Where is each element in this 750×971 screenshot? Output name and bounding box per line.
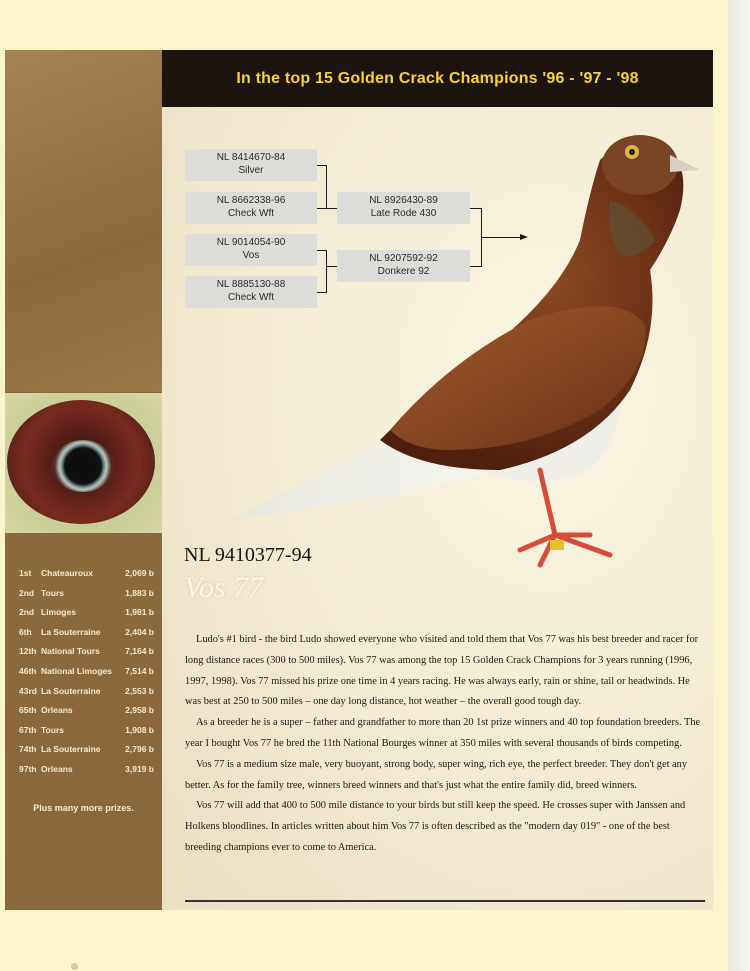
- result-race: Chateauroux: [41, 568, 93, 578]
- result-birds: 2,958 b: [125, 705, 154, 716]
- paragraph: Vos 77 is a medium size male, very buoyant, strong body, super wing, rich eye, the perfect breeder. They don't get any better. As for the family tree, winners breed winners and that's just what the entire family did, breed winners.: [185, 758, 688, 791]
- result-birds: 2,553 b: [125, 685, 154, 696]
- result-race: National Limoges: [41, 665, 112, 676]
- eye-pupil: [52, 440, 114, 492]
- pedigree-ring: NL 8926430-89: [369, 195, 438, 206]
- pedigree-grandparent-1: [185, 149, 317, 181]
- result-birds: 1,908 b: [125, 724, 154, 735]
- result-race: La Souterraine: [41, 744, 101, 755]
- pedigree-grandparent-3: [185, 234, 317, 266]
- paragraph: Ludo's #1 bird - the bird Ludo showed everyone who visited and told them that Vos 77 was his best breeder and racer for long distance races (300 to 500 miles). Vos 77 was among the top 15 Golden Crack Champions for 3 years running (1996, 1997, 1998). Vos 77 missed his prize one time in 4 years racing. He was always early, rain or shine, tail or headwinds. He was best at 250 to 500 miles – one day long distance, hot weather – the overall good tough day.: [185, 634, 699, 708]
- pedigree-name: Donkere 92: [377, 266, 430, 277]
- result-place: 1st: [19, 568, 32, 578]
- pigeon-beak: [670, 155, 700, 172]
- bird-name: Vos 77: [184, 571, 264, 604]
- arrow-right-icon: [520, 234, 528, 240]
- result-row: [19, 568, 154, 588]
- result-row: [19, 705, 154, 725]
- result-row: [19, 666, 154, 686]
- bottom-rule: [185, 900, 705, 902]
- result-birds: 7,514 b: [125, 665, 154, 676]
- pedigree-connector: [326, 266, 337, 267]
- result-place: 46th: [19, 665, 37, 676]
- banner-title: In the top 15 Golden Crack Champions '96 - '97 - '98: [236, 69, 639, 87]
- result-place: 2nd: [19, 587, 35, 598]
- result-race: Orleans: [41, 763, 73, 774]
- paper-edge: [728, 0, 750, 971]
- pedigree-grandparent-2: [185, 192, 317, 224]
- pedigree-connector: [326, 250, 327, 293]
- pedigree-name: Check Wft: [227, 292, 275, 303]
- result-place: 74th: [19, 744, 37, 755]
- result-race: La Souterraine: [41, 626, 101, 637]
- paragraph: Vos 77 will add that 400 to 500 mile distance to your birds but still keep the speed. He crosses super with Janssen and Holkens bloodlines. In articles written about him Vos 77 is often described as the "modern day 019" - one of the best breeding champions ever to come to America.: [185, 800, 686, 853]
- result-birds: 2,796 b: [125, 744, 154, 755]
- result-race: La Souterraine: [41, 685, 101, 696]
- result-place: 6th: [19, 626, 32, 637]
- title-banner: [162, 50, 713, 107]
- pigeon-eye-pupil: [629, 149, 635, 155]
- pedigree-connector: [326, 208, 337, 209]
- result-race: Orleans: [41, 705, 73, 716]
- pedigree-ring: NL 9014054-90: [216, 237, 286, 248]
- pedigree-name: Silver: [238, 165, 264, 176]
- result-race: National Tours: [41, 646, 100, 657]
- results-list: [19, 568, 154, 784]
- pedigree-connector: [326, 165, 327, 209]
- result-birds: 1,981 b: [125, 607, 154, 618]
- result-place: 67th: [19, 724, 37, 735]
- pigeon-head: [602, 135, 678, 195]
- feather-texture: [5, 50, 162, 392]
- pedigree-name: Check Wft: [227, 208, 275, 219]
- pedigree-sire: [337, 192, 470, 224]
- result-race: Limoges: [41, 607, 76, 618]
- pedigree-name: Vos: [242, 250, 260, 261]
- result-race: Tours: [41, 724, 64, 735]
- pedigree-dam: [337, 250, 470, 282]
- eye-iris: [7, 400, 155, 524]
- pedigree-name: Late Rode 430: [370, 208, 437, 219]
- paper-spot: [71, 963, 78, 970]
- result-place: 12th: [19, 646, 37, 657]
- pigeon-photo: [200, 110, 720, 590]
- result-row: [19, 744, 154, 764]
- bird-ring-number: NL 9410377-94: [184, 544, 312, 566]
- result-row: [19, 588, 154, 608]
- result-row: [19, 627, 154, 647]
- pedigree-ring: NL 8662338-96: [216, 195, 286, 206]
- result-place: 2nd: [19, 607, 35, 618]
- result-race: Tours: [41, 587, 64, 598]
- paragraph: As a breeder he is a super – father and grandfather to more than 20 1st prize winners and 40 top foundation breeders. The year I bought Vos 77 he bred the 11th National Bourges winner at 350 miles with several thousands of birds competing.: [185, 717, 701, 749]
- result-place: 65th: [19, 705, 37, 716]
- more-prizes-note: Plus many more prizes.: [33, 803, 134, 813]
- sidebar: [5, 50, 162, 910]
- pedigree-arrow-shaft: [481, 237, 521, 238]
- result-birds: 1,883 b: [125, 587, 154, 598]
- result-birds: 2,404 b: [125, 626, 154, 637]
- eye-photo: [5, 393, 162, 533]
- pigeon-legs: [520, 470, 610, 565]
- result-row: [19, 686, 154, 706]
- result-birds: 2,069 b: [125, 568, 154, 578]
- result-place: 43rd: [19, 685, 37, 696]
- leg-ring: [550, 540, 564, 550]
- result-birds: 7,164 b: [125, 646, 154, 657]
- result-row: [19, 725, 154, 745]
- result-row: [19, 646, 154, 666]
- result-birds: 3,919 b: [125, 763, 154, 774]
- pedigree-ring: NL 9207592-92: [369, 253, 438, 264]
- pedigree-grandparent-4: [185, 276, 317, 308]
- pedigree-ring: NL 8414670-84: [216, 152, 286, 163]
- result-row: [19, 764, 154, 784]
- pedigree-ring: NL 8885130-88: [216, 279, 286, 290]
- result-place: 97th: [19, 763, 37, 774]
- result-row: [19, 607, 154, 627]
- description: [185, 630, 707, 859]
